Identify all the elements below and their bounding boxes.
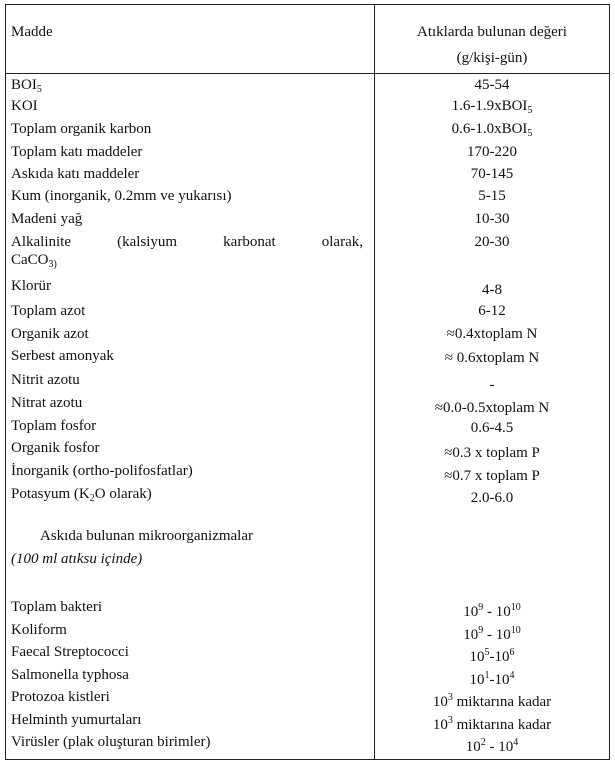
row-value: 20-30	[474, 234, 510, 250]
row-value: -	[489, 377, 495, 393]
header-value-unit: (g/kişi-gün)	[456, 50, 528, 66]
row-name: Toplam azot	[11, 303, 86, 319]
row-name: Faecal Streptococci	[11, 644, 129, 660]
row-name: Nitrit azotu	[11, 372, 80, 388]
row-value: 0.6-1.0xBOI$_5$	[451, 121, 533, 139]
header-madde: Madde	[11, 24, 53, 40]
row-value: $10^3$ miktarına kadar	[432, 692, 552, 710]
row-name: KOI	[11, 98, 38, 114]
row-value: $10^2 - 10^4$	[465, 737, 519, 755]
row-name: Toplam bakteri	[11, 599, 103, 615]
row-name: Madeni yağ	[11, 211, 83, 227]
row-value: ≈ 0.6xtoplam N	[444, 350, 540, 366]
row-name: Askıda katı maddeler	[11, 166, 140, 182]
row-name: Organik fosfor	[11, 440, 100, 456]
row-name: Kum (inorganik, 0.2mm ve yukarısı)	[11, 188, 232, 204]
row-name: Salmonella typhosa	[11, 667, 129, 683]
row-name: $BOI_5$	[11, 77, 42, 95]
row-name: Klorür	[11, 278, 51, 294]
row-name: Organik azot	[11, 326, 89, 342]
row-name: İnorganik (ortho-polifosfatlar)	[11, 463, 193, 479]
row-value: 2.0-6.0	[470, 490, 514, 506]
row-value: 5-15	[478, 188, 506, 204]
row-name: Potasyum ($K_2O$ olarak)	[11, 486, 152, 504]
row-name: Protozoa kistleri	[11, 689, 110, 705]
row-value: $10^9 - 10^{10}$	[463, 602, 521, 620]
row-name: Virüsler (plak oluşturan birimler)	[11, 734, 211, 750]
row-value: $10^9 - 10^{10}$	[463, 625, 521, 643]
row-value: 6-12	[478, 303, 506, 319]
row-value: 170-220	[467, 144, 517, 160]
section-title: Askıda bulunan mikroorganizmalar	[40, 528, 254, 544]
row-value: $10^3$ miktarına kadar	[432, 715, 552, 733]
row-name: Toplam katı maddeler	[11, 144, 143, 160]
row-value: 10-30	[474, 211, 510, 227]
row-value: 0.6-4.5	[470, 420, 514, 436]
header-divider	[5, 73, 610, 74]
header-value-title: Atıklarda bulunan değeri	[417, 24, 567, 40]
row-value: ≈0.0-0.5xtoplam N	[434, 400, 550, 416]
row-name: Koliform	[11, 622, 67, 638]
row-name: Helminth yumurtaları	[11, 712, 142, 728]
row-name: Toplam fosfor	[11, 418, 97, 434]
row-value: 1.6-1.9xBOI$_5$	[451, 98, 533, 116]
row-value: $10^5-10^6$	[469, 647, 515, 665]
row-value: ≈0.4xtoplam N	[446, 326, 538, 342]
section-note: (100 ml atıksu içinde)	[11, 551, 143, 567]
row-value: ≈0.7 x toplam P	[444, 468, 540, 484]
row-name: Nitrat azotu	[11, 395, 83, 411]
row-value: ≈0.3 x toplam P	[444, 445, 540, 461]
row-name: Alkalinite (kalsiyum karbonat olarak, CaCO$_{3)}$	[11, 234, 363, 270]
row-name: Toplam organik karbon	[11, 121, 152, 137]
row-value: 70-145	[470, 166, 514, 182]
row-value: 4-8	[482, 282, 502, 298]
row-value: 45-54	[474, 77, 510, 93]
row-value: $10^1-10^4$	[469, 670, 515, 688]
row-name: Serbest amonyak	[11, 348, 114, 364]
